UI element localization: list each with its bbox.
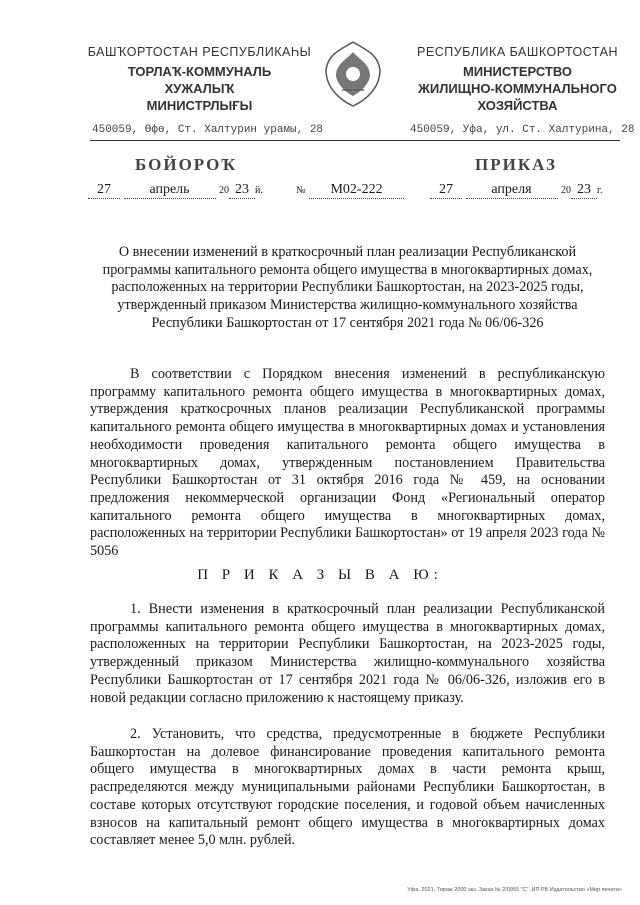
date-right	[430, 182, 602, 199]
date-left-suffix: й.	[255, 185, 263, 196]
left-address: 450059, Өфө, Ст. Халтурин урамы, 28	[92, 124, 324, 136]
date-left-day: 27	[88, 182, 120, 199]
left-ministry-line: МИНИСТРЛЫҒЫ	[146, 98, 253, 113]
order-item-2: 2. Установить, что средства, предусмотренные в бюджете Республики Башкортостан на долевое финансирование проведения капитального ремонта общего имущества в многоквартирных домах в части ремонта крыш, распределяются между муниципальными районами Республики Башкортостан, в составе которых отсутствуют городские поселения, и годовой объем начисленных взносов на капитальный ремонт общего имущества в многоквартирных домах составляет менее 5,0 млн. рублей.	[90, 726, 605, 849]
right-ministry-line: ЖИЛИЩНО-КОММУНАЛЬНОГО	[418, 81, 617, 96]
header-divider	[90, 140, 620, 141]
date-right-suffix: г.	[597, 185, 603, 196]
date-right-month: апреля	[466, 182, 558, 199]
doc-type-left: БОЙОРОҠ	[135, 155, 238, 174]
date-left	[88, 182, 263, 199]
date-left-month: апрель	[124, 182, 216, 199]
left-ministry-line: ТОРЛАҠ-КОММУНАЛЬ	[127, 64, 272, 79]
left-republic: БАШҠОРТОСТАН РЕСПУБЛИКАҺЫ	[87, 45, 312, 59]
order-title: О внесении изменений в краткосрочный план реализации Республиканской программы капитального ремонта общего имущества в многоквартирных домах, расположенных на территории Республики Башкортостан, на 2023-2025 годы, утвержденный приказом Министерства жилищно-коммунального хозяйства Республики Башкортостан от 17 сентября 2021 года № 06/06-326	[102, 244, 593, 331]
right-ministry-line: МИНИСТЕРСТВО	[462, 64, 573, 79]
right-republic: РЕСПУБЛИКА БАШКОРТОСТАН	[417, 45, 618, 59]
preamble: В соответствии с Порядком внесения изменений в республиканскую программу капитального ремонта общего имущества в многоквартирных домах, утверждения краткосрочных планов реализации Республиканской программы капитального ремонта общего имущества в многоквартирных домах и установления необходимости проведения капитального ремонта общего имущества в многоквартирных домах, утвержденным постановлением Правительства Республики Башкортостан от 31 октября 2016 года № 459, на основании предложения некоммерческой организации Фонд «Региональный оператор капитального ремонта общего имущества в многоквартирных домах, расположенных на территории Республики Башкортостан» от 19 апреля 2023 года № 5056	[90, 366, 605, 560]
right-ministry	[400, 63, 635, 114]
date-right-century: 20	[561, 185, 571, 196]
doc-number-value: М02-222	[309, 182, 404, 199]
doc-type-right: ПРИКАЗ	[475, 155, 557, 174]
doc-number	[296, 182, 404, 199]
header-right	[400, 45, 635, 114]
doc-number-prefix: №	[296, 185, 306, 196]
right-address: 450059, Уфа, ул. Ст. Халтурина, 28	[410, 124, 635, 136]
date-right-day: 27	[430, 182, 462, 199]
print-footer: Уфа. 2021. Тираж 2000 экз. Заказ № 2/0955 "С". ИП РБ Издательство «Мир печати»	[407, 887, 622, 893]
right-ministry-line: ХОЗЯЙСТВА	[477, 98, 558, 113]
date-left-century: 20	[219, 185, 229, 196]
date-right-year: 23	[571, 182, 597, 199]
header-left	[82, 45, 317, 114]
date-left-year: 23	[229, 182, 255, 199]
left-ministry-line: ХУЖАЛЫҠ	[164, 81, 235, 96]
order-item-1: 1. Внести изменения в краткосрочный план реализации Республиканской программы капитального ремонта общего имущества в многоквартирных домах, расположенных на территории Республики Башкортостан, на 2023-2025 годы, утвержденный приказом Министерства жилищно-коммунального хозяйства Республики Башкортостан от 17 сентября 2021 года № 06/06-326, изложив его в новой редакции согласно приложению к настоящему приказу.	[90, 601, 605, 706]
emblem-icon	[322, 40, 384, 108]
order-word: П Р И К А З Ы В А Ю:	[197, 567, 443, 583]
left-ministry	[82, 63, 317, 114]
